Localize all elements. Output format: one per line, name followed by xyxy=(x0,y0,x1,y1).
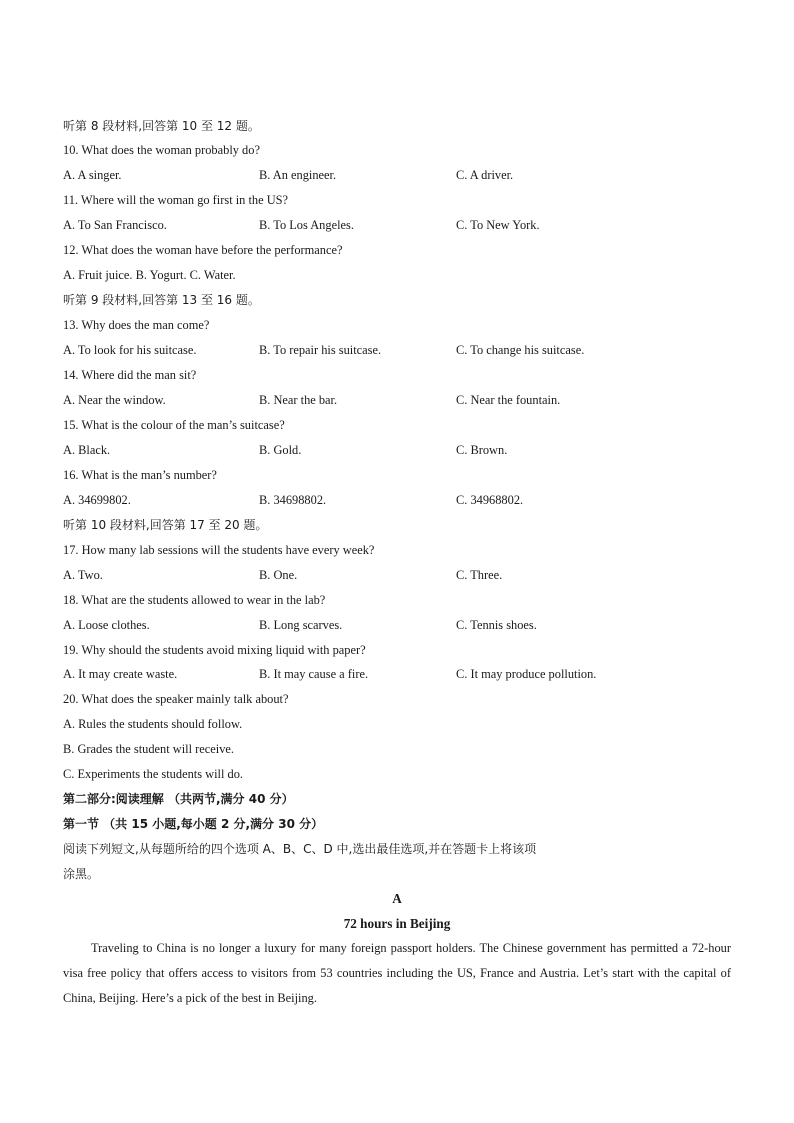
question-14: 14. Where did the man sit? xyxy=(63,368,197,382)
section-heading-part10: 听第 10 段材料,回答第 17 至 20 题。 xyxy=(63,518,268,532)
q17-option-a: A. Two. xyxy=(63,568,103,582)
q10-option-a: A. A singer. xyxy=(63,168,122,182)
q14-option-c: C. Near the fountain. xyxy=(456,393,561,407)
q18-option-c: C. Tennis shoes. xyxy=(456,618,537,632)
question-17: 17. How many lab sessions will the students have every week? xyxy=(63,543,375,557)
q19-option-b: B. It may cause a fire. xyxy=(259,667,369,681)
q12-options: A. Fruit juice. B. Yogurt. C. Water. xyxy=(63,268,236,282)
instruction-line-1: 阅读下列短文,从每题所给的四个选项 A、B、C、D 中,选出最佳选项,并在答题卡上将该项 xyxy=(63,842,537,856)
question-12: 12. What does the woman have before the performance? xyxy=(63,243,343,257)
q19-option-c: C. It may produce pollution. xyxy=(456,667,597,681)
q10-option-b: B. An engineer. xyxy=(259,168,337,182)
q16-option-a: A. 34699802. xyxy=(63,493,131,507)
q16-option-c: C. 34968802. xyxy=(456,493,524,507)
question-13: 13. Why does the man come? xyxy=(63,318,210,332)
part-two-heading: 第二部分:阅读理解 （共两节,满分 40 分） xyxy=(63,792,294,806)
q20-option-a: A. Rules the students should follow. xyxy=(63,717,243,731)
q19-option-a: A. It may create waste. xyxy=(63,667,178,681)
instruction-line-2: 涂黑。 xyxy=(63,867,100,881)
q20-option-b: B. Grades the student will receive. xyxy=(63,742,235,756)
question-19: 19. Why should the students avoid mixing liquid with paper? xyxy=(63,643,366,657)
q17-option-b: B. One. xyxy=(259,568,298,582)
q13-option-c: C. To change his suitcase. xyxy=(456,343,585,357)
q14-option-b: B. Near the bar. xyxy=(259,393,338,407)
q18-option-b: B. Long scarves. xyxy=(259,618,343,632)
question-16: 16. What is the man’s number? xyxy=(63,468,217,482)
question-11: 11. Where will the woman go first in the US? xyxy=(63,193,289,207)
q13-option-b: B. To repair his suitcase. xyxy=(259,343,382,357)
q11-option-a: A. To San Francisco. xyxy=(63,218,167,232)
q11-option-b: B. To Los Angeles. xyxy=(259,218,354,232)
q16-option-b: B. 34698802. xyxy=(259,493,327,507)
question-15: 15. What is the colour of the man’s suitcase? xyxy=(63,418,285,432)
passage-letter: A xyxy=(392,891,402,906)
q15-option-c: C. Brown. xyxy=(456,443,508,457)
q11-option-c: C. To New York. xyxy=(456,218,540,232)
passage-title: 72 hours in Beijing xyxy=(343,916,451,931)
section-heading-part8: 听第 8 段材料,回答第 10 至 12 题。 xyxy=(63,119,260,133)
q10-option-c: C. A driver. xyxy=(456,168,514,182)
section-one-heading: 第一节 （共 15 小题,每小题 2 分,满分 30 分） xyxy=(63,817,324,831)
q15-option-a: A. Black. xyxy=(63,443,111,457)
q14-option-a: A. Near the window. xyxy=(63,393,166,407)
question-18: 18. What are the students allowed to wear in the lab? xyxy=(63,593,326,607)
question-20: 20. What does the speaker mainly talk about? xyxy=(63,692,289,706)
q15-option-b: B. Gold. xyxy=(259,443,302,457)
q18-option-a: A. Loose clothes. xyxy=(63,618,150,632)
q13-option-a: A. To look for his suitcase. xyxy=(63,343,197,357)
passage-body: Traveling to China is no longer a luxury for many foreign passport holders. The Chinese government has permitted a 72-hour visa free policy that offers access to visitors from 53 countries including the US, France and Austria. Let’s start with the capital of China, Beijing. Here’s a pick of the best in Beijing. xyxy=(63,941,731,1005)
section-heading-part9: 听第 9 段材料,回答第 13 至 16 题。 xyxy=(63,293,260,307)
q17-option-c: C. Three. xyxy=(456,568,503,582)
q20-option-c: C. Experiments the students will do. xyxy=(63,767,243,781)
question-10: 10. What does the woman probably do? xyxy=(63,143,260,157)
